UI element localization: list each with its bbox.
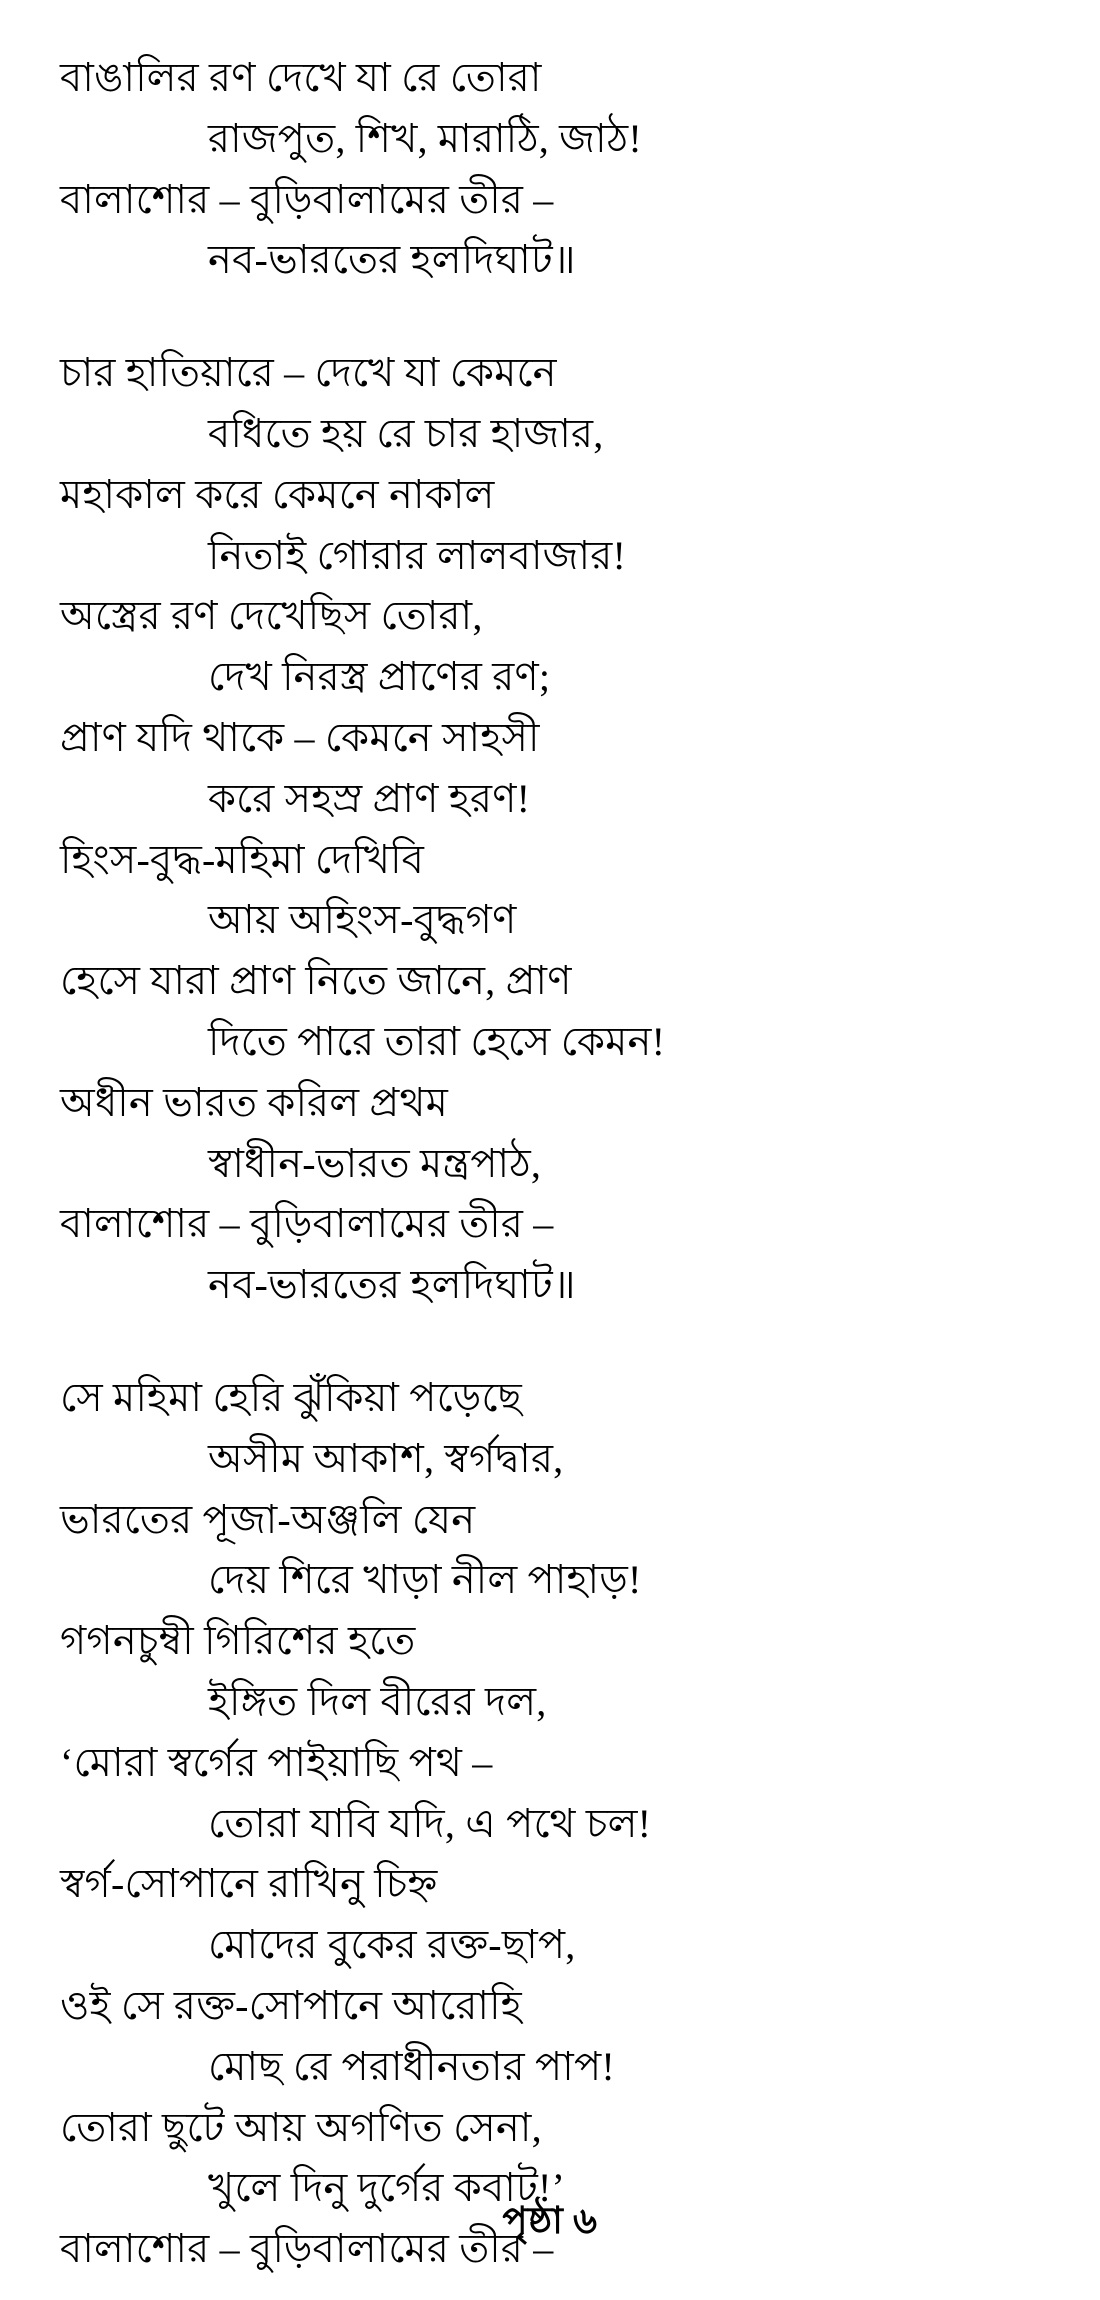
poem-line: মহাকাল করে কেমনে নাকাল: [60, 471, 495, 517]
poem-line: স্বাধীন-ভারত মন্ত্রপাঠ,: [208, 1140, 542, 1186]
poem-line: ইঙ্গিত দিল বীরের দল,: [208, 1678, 547, 1724]
poem-line: বালাশোর – বুড়িবালামের তীর –: [60, 2226, 554, 2272]
poem-line: রাজপুত, শিখ, মারাঠি, জাঠ!: [208, 115, 642, 161]
poem-line: সে মহিমা হেরি ঝুঁকিয়া পড়েছে: [60, 1374, 522, 1420]
poem-line: দেয় শিরে খাড়া নীল পাহাড়!: [208, 1557, 642, 1603]
poem-line: অধীন ভারত করিল প্রথম: [60, 1079, 449, 1125]
poem-line: নব-ভারতের হলদিঘাট॥: [208, 1262, 576, 1308]
poem-line: ভারতের পূজা-অঞ্জলি যেন: [60, 1496, 476, 1542]
poem-line: বাঙালির রণ দেখে যা রে তোরা: [60, 55, 542, 100]
poem-line: নিতাই গোরার লালবাজার!: [208, 532, 626, 578]
poem-line: বালাশোর – বুড়িবালামের তীর –: [60, 1201, 554, 1247]
poem-line: অসীম আকাশ, স্বর্গদ্বার,: [208, 1435, 564, 1481]
poem-line: বধিতে হয় রে চার হাজার,: [208, 410, 604, 456]
poem-line: অস্ত্রের রণ দেখেছিস তোরা,: [60, 593, 483, 639]
poem-line: গগনচুম্বী গিরিশের হতে: [60, 1618, 416, 1664]
poem-line: চার হাতিয়ারে – দেখে যা কেমনে: [60, 350, 557, 396]
poem-stanza: [60, 48, 1040, 291]
poem-line: মোছ রে পরাধীনতার পাপ!: [208, 2043, 615, 2089]
poem-line: তোরা যাবি যদি, এ পথে চল!: [208, 1800, 652, 1846]
page-number: পৃষ্ঠা ৬: [502, 2201, 598, 2242]
poem-line: ওই সে রক্ত-সোপানে আরোহি: [60, 1982, 522, 2028]
poem-line: দিতে পারে তারা হেসে কেমন!: [208, 1018, 666, 1064]
poem-line: খুলে দিনু দুর্গের কবাট!’: [208, 2165, 566, 2211]
page-footer: [0, 2191, 1100, 2254]
poem-line: হেসে যারা প্রাণ নিতে জানে, প্রাণ: [60, 958, 572, 1004]
poem-line: বালাশোর – বুড়িবালামের তীর –: [60, 176, 554, 222]
poem-body: [60, 48, 1040, 2280]
poem-line: নব-ভারতের হলদিঘাট॥: [208, 237, 576, 283]
poem-line: হিংস-বুদ্ধ-মহিমা দেখিবি: [60, 836, 425, 882]
poem-line: মোদের বুকের রক্ত-ছাপ,: [208, 1922, 576, 1968]
poem-line: আয় অহিংস-বুদ্ধগণ: [208, 897, 517, 943]
poem-line: তোরা ছুটে আয় অগণিত সেনা,: [60, 2104, 542, 2150]
poem-stanza: [60, 343, 1040, 1316]
poem-stanza: [60, 1368, 1040, 2280]
poem-line: দেখ নিরস্ত্র প্রাণের রণ;: [208, 654, 551, 700]
poem-line: করে সহস্র প্রাণ হরণ!: [208, 775, 531, 821]
poem-line: প্রাণ যদি থাকে – কেমনে সাহসী: [60, 714, 540, 760]
poem-line: ‘মোরা স্বর্গের পাইয়াছি পথ –: [60, 1739, 493, 1785]
poem-line: স্বর্গ-সোপানে রাখিনু চিহ্ন: [60, 1861, 438, 1907]
